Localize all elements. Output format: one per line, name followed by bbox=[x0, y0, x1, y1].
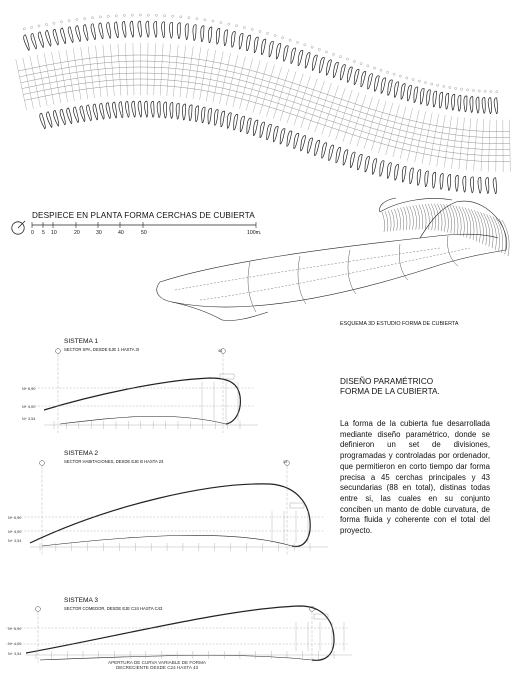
level-label: N+ 4,00 bbox=[22, 405, 36, 409]
level-label: N+ 3,54 bbox=[8, 652, 22, 656]
plan-title: DESPIECE EN PLANTA FORMA CERCHAS DE CUBIERTA bbox=[32, 211, 255, 220]
sistema-3-note bbox=[82, 660, 232, 670]
scale-label: 0 bbox=[31, 230, 34, 236]
note-line: DECRECIENTE DESDE C24 HASTA 43 bbox=[115, 665, 199, 670]
level-label: N+ 6,90 bbox=[22, 387, 36, 391]
sistema-2-subtitle: SECTOR HABITACIONES, DESDE EJE B HASTA 23 bbox=[64, 459, 164, 464]
esquema-caption: ESQUEMA 3D ESTUDIO FORMA DE CUBIERTA bbox=[340, 321, 459, 327]
text-heading bbox=[340, 377, 440, 397]
sistema-1-title: SISTEMA 1 bbox=[64, 338, 99, 345]
note-line: APERTURA DE CURVA VARIABLE DE FORMA bbox=[108, 660, 206, 665]
level-label: N+ 4,00 bbox=[8, 642, 22, 646]
description-paragraph: La forma de la cubierta fue desarrollada mediante diseño paramétrico, donde se definieron un set de divisiones, programadas y controladas por ordenador, que permitieron en corto tiempo dar forma precisa a 45 cerchas principales y 43 secundarias (88 en total), distinas todas entre si, las cuales en su conjunto conciben un manto de doble curvatura, de forma fluida y coherente con el total del proyecto. bbox=[340, 419, 490, 536]
level-label: N+ 3,54 bbox=[8, 539, 22, 543]
axis-label: 43 bbox=[218, 349, 223, 353]
axis-label: 23 bbox=[283, 460, 288, 464]
scale-label: 5 bbox=[42, 230, 45, 236]
heading-line-2: FORMA DE LA CUBIERTA. bbox=[340, 387, 440, 396]
scale-label: 10 bbox=[51, 230, 57, 236]
scale-label: 30 bbox=[96, 230, 102, 236]
scale-label: 50 bbox=[141, 230, 147, 236]
scale-label: 100m. bbox=[247, 230, 262, 236]
level-label: N+ 3,54 bbox=[22, 417, 36, 421]
sistema-1-subtitle: SECTOR SPA, DESDE EJE 1 HASTA 3I bbox=[64, 347, 139, 352]
sistema-3-subtitle: SECTOR COMEDOR, DESDE EJE C24 HASTA C43 bbox=[64, 606, 163, 611]
scale-label: 20 bbox=[74, 230, 80, 236]
scale-label: 40 bbox=[118, 230, 124, 236]
level-label: N+ 4,00 bbox=[8, 530, 22, 534]
sistema-3-title: SISTEMA 3 bbox=[64, 597, 99, 604]
level-label: N+ 6,90 bbox=[8, 627, 22, 631]
level-label: N+ 6,90 bbox=[8, 516, 22, 520]
heading-line-1: DISEÑO PARAMÉTRICO bbox=[340, 377, 434, 386]
sistema-2-title: SISTEMA 2 bbox=[64, 450, 99, 457]
